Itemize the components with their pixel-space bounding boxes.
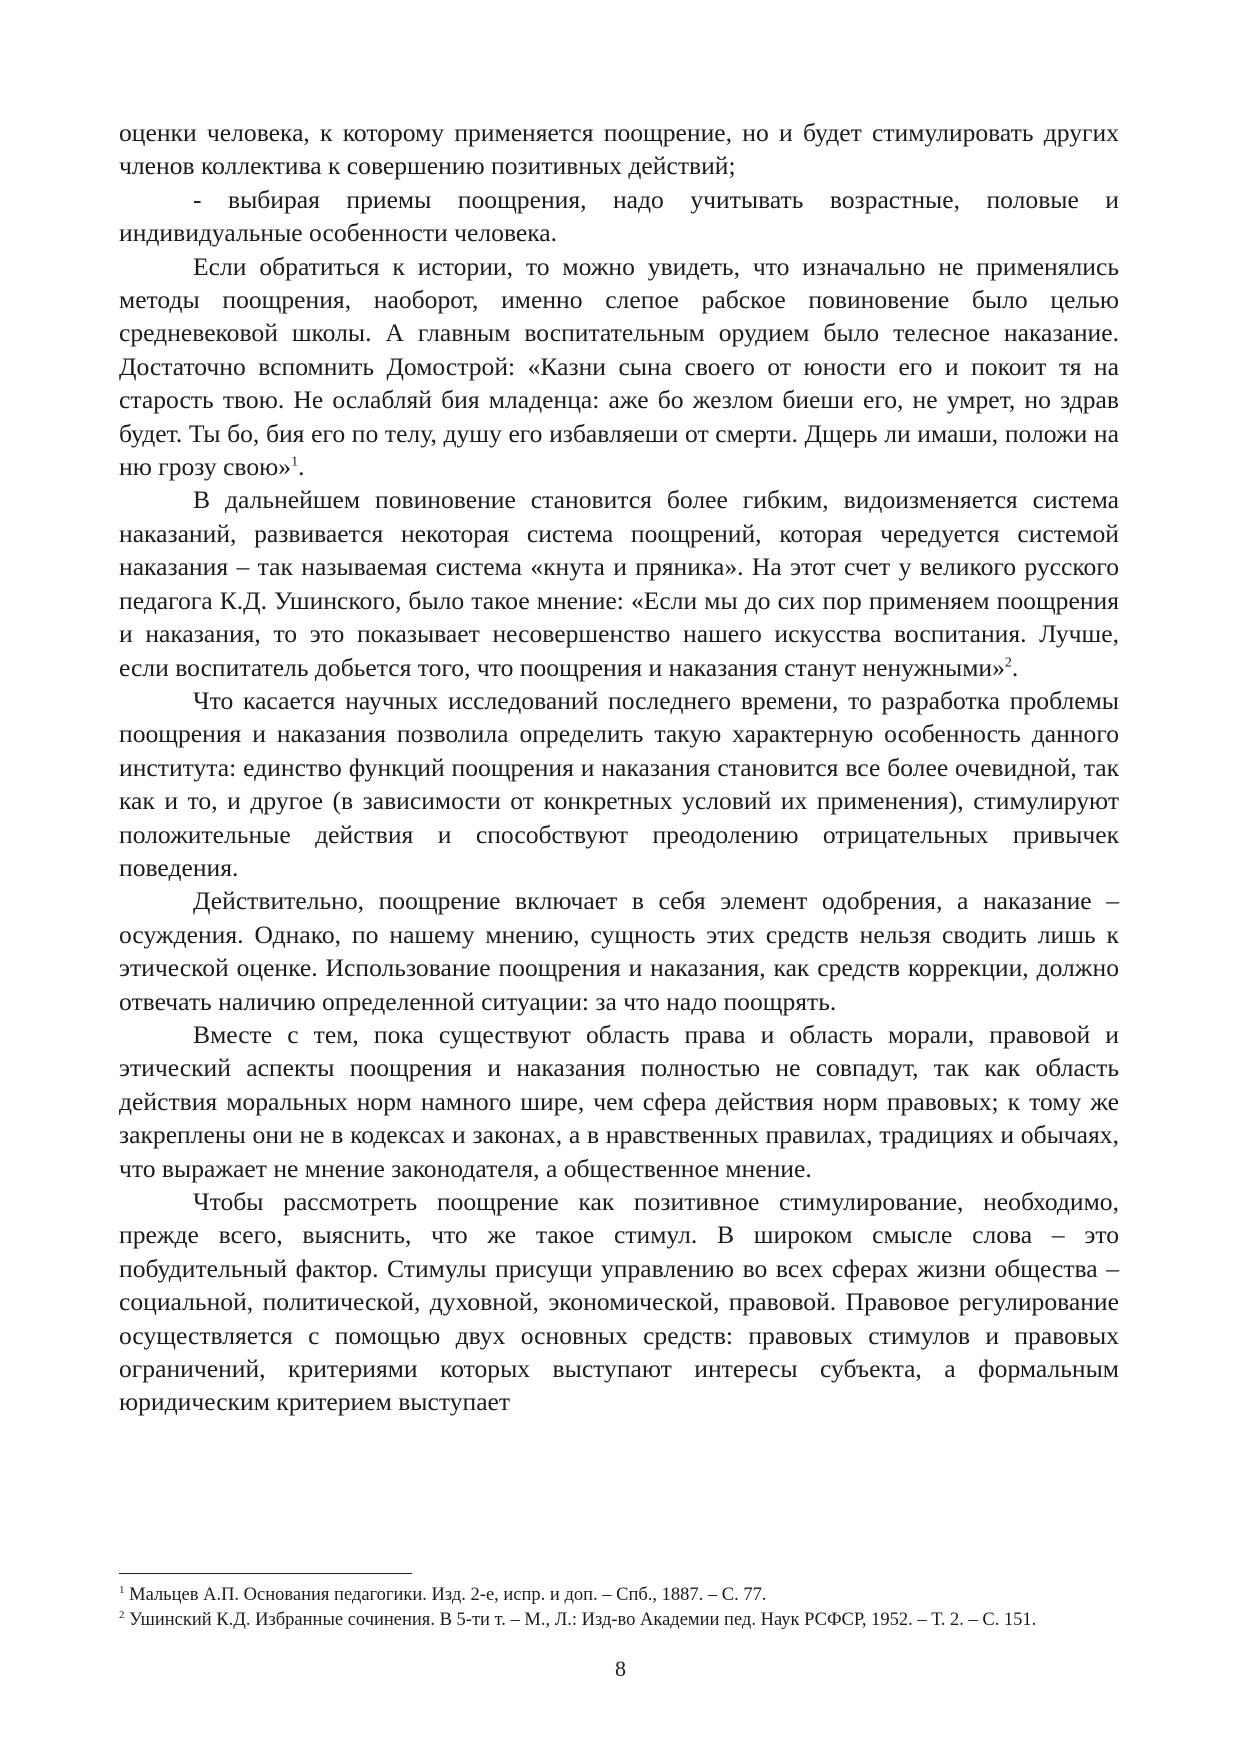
- footnote-reference[interactable]: 1: [291, 454, 299, 470]
- footnote-number: 2: [119, 1608, 125, 1621]
- paragraph-text: В дальнейшем повиновение становится более гибким, видоизменяется система наказаний, развивается некоторая система поощрений, которая чередуется системой наказания – так называемая система «кнута и пряника». На этот счет у великого русского педагога К.Д. Ушинского, было такое мнение: «Если мы до сих пор применяем поощрения и наказания, то это показывает несовершенство нашего искусства воспитания. Лучше, если воспитатель добьется того, что поощрения и наказания станут ненужными»: [119, 485, 1119, 682]
- paragraph-text: - выбирая приемы поощрения, надо учитывать возрастные, половые и индивидуальные особенности человека.: [119, 184, 1119, 248]
- paragraph: [119, 1018, 1119, 1185]
- paragraph-text: Действительно, поощрение включает в себя элемент одобрения, а наказание – осуждения. Однако, по нашему мнению, сущность этих средств нельзя сводить лишь к этической оценке. Использование поощрения и наказания, как средств коррекции, должно отвечать наличию определенной ситуации: за что надо поощрять.: [119, 886, 1119, 1016]
- paragraph-text: Вместе с тем, пока существуют область права и область морали, правовой и этический аспекты поощрения и наказания полностью не совпадут, так как область действия моральных норм намного шире, чем сфера действия норм правовых; к тому же закреплены они не в кодексах и законах, а в нравственных правилах, традициях и обычаях, что выражает не мнение законодателя, а общественное мнение.: [119, 1019, 1119, 1183]
- footnote: [119, 1583, 1119, 1608]
- footnote-text: Мальцев А.П. Основания педагогики. Изд. 2-е, испр. и доп. – Спб., 1887. – С. 77.: [129, 1585, 767, 1605]
- paragraph-tail: .: [1011, 652, 1019, 682]
- footnote-text: Ушинский К.Д. Избранные сочинения. В 5-ти т. – М., Л.: Изд-во Академии пед. Наук РСФСР, 1952. – Т. 2. – С. 151.: [129, 1610, 1037, 1630]
- paragraph: [119, 483, 1119, 683]
- paragraph-text: Если обратиться к истории, то можно увидеть, что изначально не применялись методы поощрения, наоборот, именно слепое рабское повиновение было целью средневековой школы. А главным воспитательным орудием было телесное наказание. Достаточно вспомнить Домострой: «Казни сына своего от юности его и покоит тя на старость твою. Не ослабляй бия младенца: аже бо жезлом биеши его, не умрет, но здрав будет. Ты бо, бия его по телу, душу его избавляеши от смерти. Дщерь ли имаши, положи на ню грозу свою»: [119, 251, 1119, 482]
- paragraph: [119, 884, 1119, 1018]
- paragraph-tail: .: [298, 452, 305, 482]
- footnote: [119, 1608, 1119, 1633]
- page-number: 8: [615, 1656, 626, 1681]
- paragraph: [119, 684, 1119, 884]
- paragraph: [119, 250, 1119, 484]
- body-text: [119, 116, 1119, 1419]
- footnote-divider: [119, 1573, 412, 1574]
- paragraph: [119, 183, 1119, 250]
- footnote-reference[interactable]: 2: [1004, 654, 1012, 670]
- paragraph: [119, 116, 1119, 183]
- paragraph-text: оценки человека, к которому применяется поощрение, но и будет стимулировать других членов коллектива к совершению позитивных действий;: [119, 118, 1119, 181]
- paragraph-text: Что касается научных исследований последнего времени, то разработка проблемы поощрения и наказания позволила определить такую характерную особенность данного института: единство функций поощрения и наказания становится все более очевидной, так как и то, и другое (в зависимости от конкретных условий их применения), стимулируют положительные действия и способствуют преодолению отрицательных привычек поведения.: [119, 685, 1119, 882]
- paragraph: [119, 1185, 1119, 1419]
- footnotes: [119, 1583, 1119, 1633]
- footnote-number: 1: [119, 1583, 125, 1596]
- paragraph-text: Чтобы рассмотреть поощрение как позитивное стимулирование, необходимо, прежде всего, выяснить, что же такое стимул. В широком смысле слова – это побудительный фактор. Стимулы присущи управлению во всех сферах жизни общества – социальной, политической, духовной, экономической, правовой. Правовое регулирование осуществляется с помощью двух основных средств: правовых стимулов и правовых ограничений, критериями которых выступают интересы субъекта, а формальным юридическим критерием выступает: [119, 1187, 1119, 1417]
